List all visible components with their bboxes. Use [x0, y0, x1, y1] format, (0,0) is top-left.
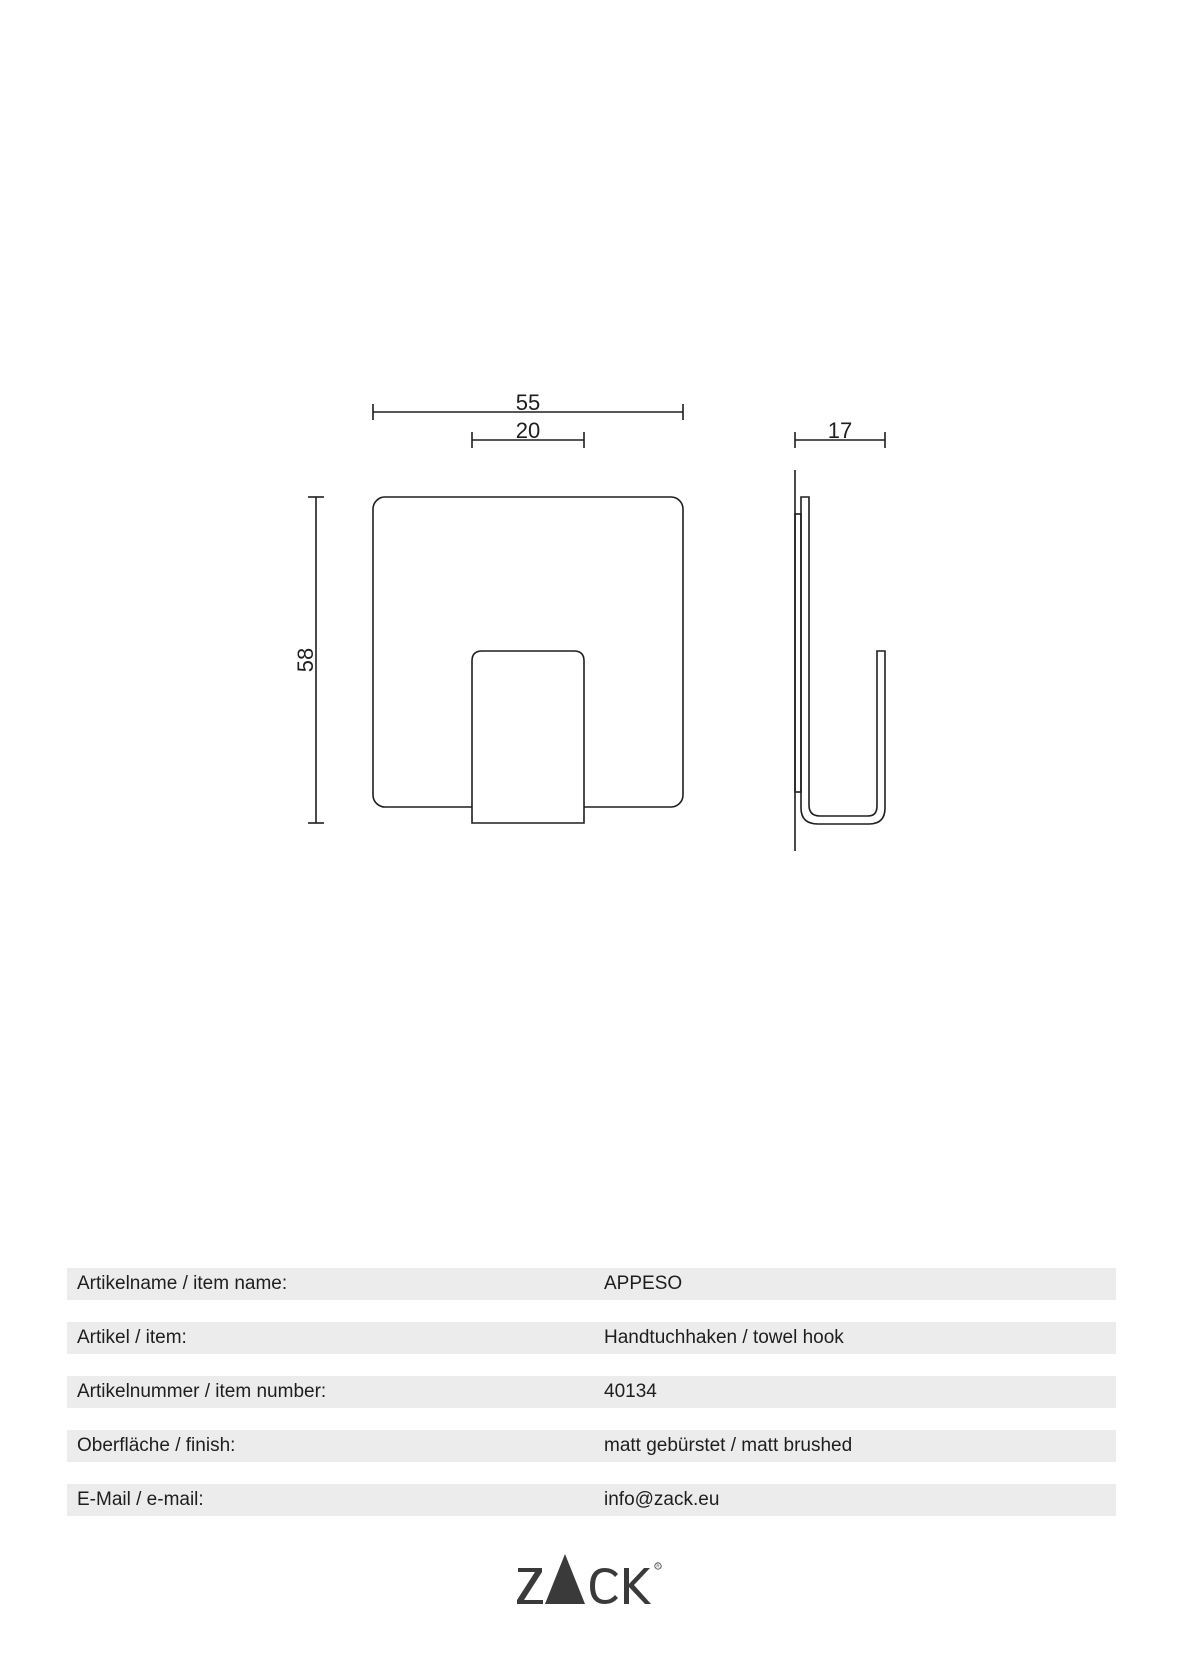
spec-value: matt gebürstet / matt brushed	[604, 1435, 853, 1456]
spec-row-item-name	[67, 1268, 1116, 1300]
spec-value: Handtuchhaken / towel hook	[604, 1327, 844, 1348]
side-view-hook-profile	[801, 497, 885, 824]
spec-row-finish	[67, 1430, 1116, 1462]
dimension-label-55: 55	[515, 390, 541, 415]
spec-label: E-Mail / e-mail:	[77, 1489, 204, 1510]
spec-label: Artikelnummer / item number:	[77, 1381, 327, 1402]
spec-value: APPESO	[604, 1273, 683, 1294]
front-view-hook	[472, 651, 584, 823]
spec-label: Oberfläche / finish:	[77, 1435, 236, 1456]
spec-row-item	[67, 1322, 1116, 1354]
spec-row-item-number	[67, 1376, 1116, 1408]
spec-label: Artikelname / item name:	[77, 1273, 288, 1294]
spec-label: Artikel / item:	[77, 1327, 187, 1348]
spec-row-email	[67, 1484, 1116, 1516]
dimension-label-17: 17	[827, 418, 853, 443]
side-view-mount	[795, 514, 801, 792]
spec-value: info@zack.eu	[604, 1489, 720, 1510]
dimension-label-58: 58	[293, 647, 318, 673]
zack-logo	[516, 1550, 676, 1610]
svg-text:R: R	[656, 1563, 660, 1569]
spec-value: 40134	[604, 1381, 657, 1402]
dimension-label-20: 20	[515, 418, 541, 443]
spec-table	[67, 1268, 1116, 1538]
zack-logo-svg	[516, 1550, 676, 1610]
